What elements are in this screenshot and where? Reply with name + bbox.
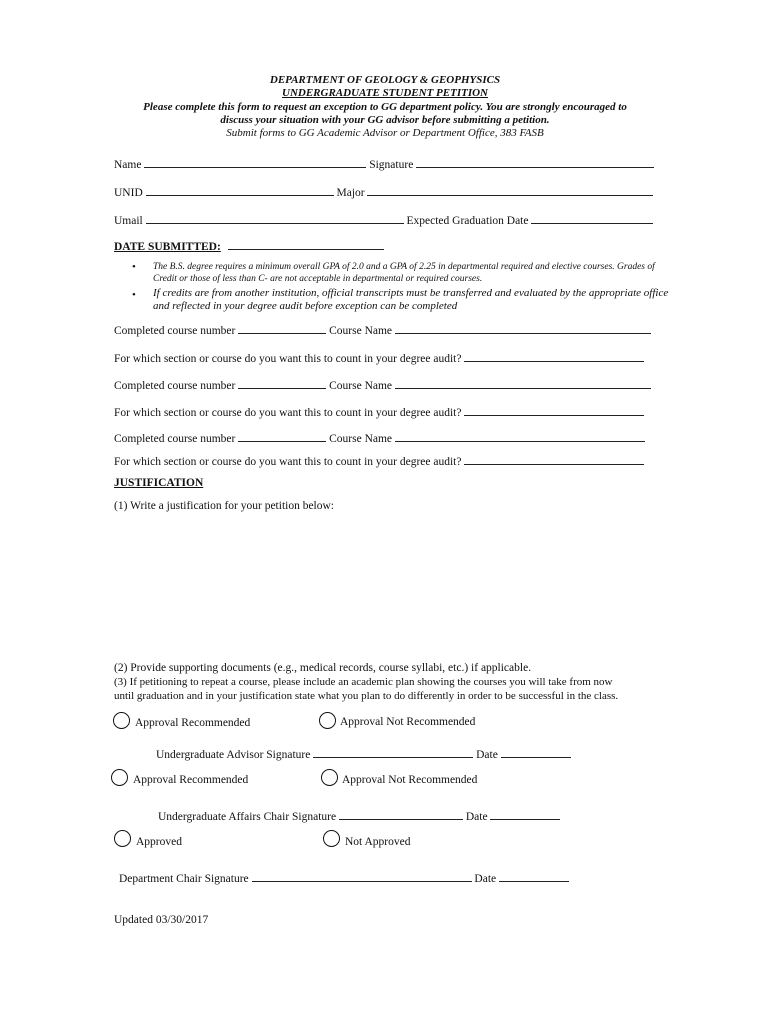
justification-prompt-3b: until graduation and in your justification state what you plan to do differently in order to be successful in the class. <box>114 690 619 702</box>
name-field[interactable] <box>144 156 366 168</box>
signature-label: Signature <box>369 159 414 171</box>
department-chair-signature-field[interactable] <box>252 870 472 882</box>
completed-course-number-label: Completed course number <box>114 325 236 337</box>
course-name-label: Course Name <box>329 380 393 392</box>
signature-field[interactable] <box>416 156 654 168</box>
affairs-chair-signature-label: Undergraduate Affairs Chair Signature <box>158 811 337 823</box>
expected-graduation-label: Expected Graduation Date <box>406 215 529 227</box>
form-title: UNDERGRADUATE STUDENT PETITION <box>282 87 488 99</box>
section-question-label: For which section or course do you want this to count in your degree audit? <box>114 456 462 468</box>
approved-radio[interactable] <box>114 830 131 847</box>
advisor-signature-row <box>156 746 571 762</box>
affairs-chair-signature-field[interactable] <box>339 808 463 820</box>
course-name-field[interactable] <box>395 377 651 389</box>
section-question-row-3 <box>114 453 644 469</box>
gpa-note: The B.S. degree requires a minimum overall GPA of 2.0 and a GPA of 2.25 in departmental required and elective courses. Grades of Credit or those of less than C- are not acceptable in departmental or required courses. <box>153 262 655 284</box>
submit-note: Submit forms to GG Academic Advisor or Department Office, 383 FASB <box>226 127 544 139</box>
course-number-field[interactable] <box>238 322 326 334</box>
department-chair-signature-row <box>119 870 569 886</box>
advisor-date-field[interactable] <box>501 746 571 758</box>
department-title: DEPARTMENT OF GEOLOGY & GEOPHYSICS <box>269 74 501 86</box>
affairs-chair-date-field[interactable] <box>490 808 560 820</box>
course-row-3 <box>114 430 645 446</box>
umail-field[interactable] <box>146 212 404 224</box>
bullet-icon: • <box>132 289 136 301</box>
transfer-credit-note: If credits are from another institution, official transcripts must be transferred and evaluated by the appropriate office and reflected in your degree audit before exception can be completed <box>153 287 669 312</box>
completed-course-number-label: Completed course number <box>114 380 236 392</box>
approval-not-recommended-radio[interactable] <box>321 769 338 786</box>
advisor-signature-label: Undergraduate Advisor Signature <box>156 749 311 761</box>
section-question-label: For which section or course do you want this to count in your degree audit? <box>114 407 462 419</box>
approval-not-recommended-label: Approval Not Recommended <box>342 774 478 786</box>
unid-field[interactable] <box>146 184 334 196</box>
umail-label: Umail <box>114 215 143 227</box>
course-name-label: Course Name <box>329 325 393 337</box>
course-name-field[interactable] <box>395 430 645 442</box>
umail-graduation-row <box>114 212 653 228</box>
approval-recommended-label: Approval Recommended <box>133 774 249 786</box>
date-submitted-field[interactable] <box>228 238 384 250</box>
course-name-field[interactable] <box>395 322 651 334</box>
major-field[interactable] <box>367 184 653 196</box>
justification-text-area[interactable] <box>114 516 654 656</box>
updated-date: Updated 03/30/2017 <box>114 914 209 926</box>
section-question-label: For which section or course do you want this to count in your degree audit? <box>114 353 462 365</box>
date-label: Date <box>465 811 488 823</box>
department-chair-date-field[interactable] <box>499 870 569 882</box>
name-signature-row <box>114 156 654 172</box>
approval-recommended-label: Approval Recommended <box>135 717 251 729</box>
instructions-line-1: Please complete this form to request an exception to GG department policy. You are strongly encouraged to <box>143 101 627 113</box>
course-row-2 <box>114 377 651 393</box>
bullet-icon: • <box>132 261 136 273</box>
date-submitted-row <box>114 238 384 254</box>
not-approved-label: Not Approved <box>345 836 411 848</box>
course-name-label: Course Name <box>329 433 393 445</box>
department-chair-signature-label: Department Chair Signature <box>119 873 249 885</box>
date-label: Date <box>474 873 497 885</box>
unid-major-row <box>114 184 653 200</box>
instructions-line-2: discuss your situation with your GG advisor before submitting a petition. <box>220 114 550 126</box>
course-row-1 <box>114 322 651 338</box>
unid-label: UNID <box>114 187 143 199</box>
affairs-chair-signature-row <box>158 808 560 824</box>
completed-course-number-label: Completed course number <box>114 433 236 445</box>
course-number-field[interactable] <box>238 430 326 442</box>
section-question-row-2 <box>114 404 644 420</box>
date-submitted-label: DATE SUBMITTED: <box>114 241 221 253</box>
expected-graduation-field[interactable] <box>531 212 653 224</box>
name-label: Name <box>114 159 142 171</box>
approval-recommended-radio[interactable] <box>113 712 130 729</box>
justification-heading: JUSTIFICATION <box>114 477 204 489</box>
justification-prompt-2: (2) Provide supporting documents (e.g., medical records, course syllabi, etc.) if applicable. <box>114 662 532 674</box>
advisor-signature-field[interactable] <box>313 746 473 758</box>
date-label: Date <box>476 749 498 761</box>
section-answer-field[interactable] <box>464 453 644 465</box>
approval-recommended-radio[interactable] <box>111 769 128 786</box>
approval-not-recommended-label: Approval Not Recommended <box>340 716 476 728</box>
approved-label: Approved <box>136 836 182 848</box>
justification-prompt-1: (1) Write a justification for your petition below: <box>114 500 335 512</box>
course-number-field[interactable] <box>238 377 326 389</box>
not-approved-radio[interactable] <box>323 830 340 847</box>
section-answer-field[interactable] <box>464 350 644 362</box>
major-label: Major <box>336 187 365 199</box>
justification-prompt-3a: (3) If petitioning to repeat a course, please include an academic plan showing the courses you will take from now <box>114 676 613 688</box>
approval-not-recommended-radio[interactable] <box>319 712 336 729</box>
section-question-row-1 <box>114 350 644 366</box>
section-answer-field[interactable] <box>464 404 644 416</box>
